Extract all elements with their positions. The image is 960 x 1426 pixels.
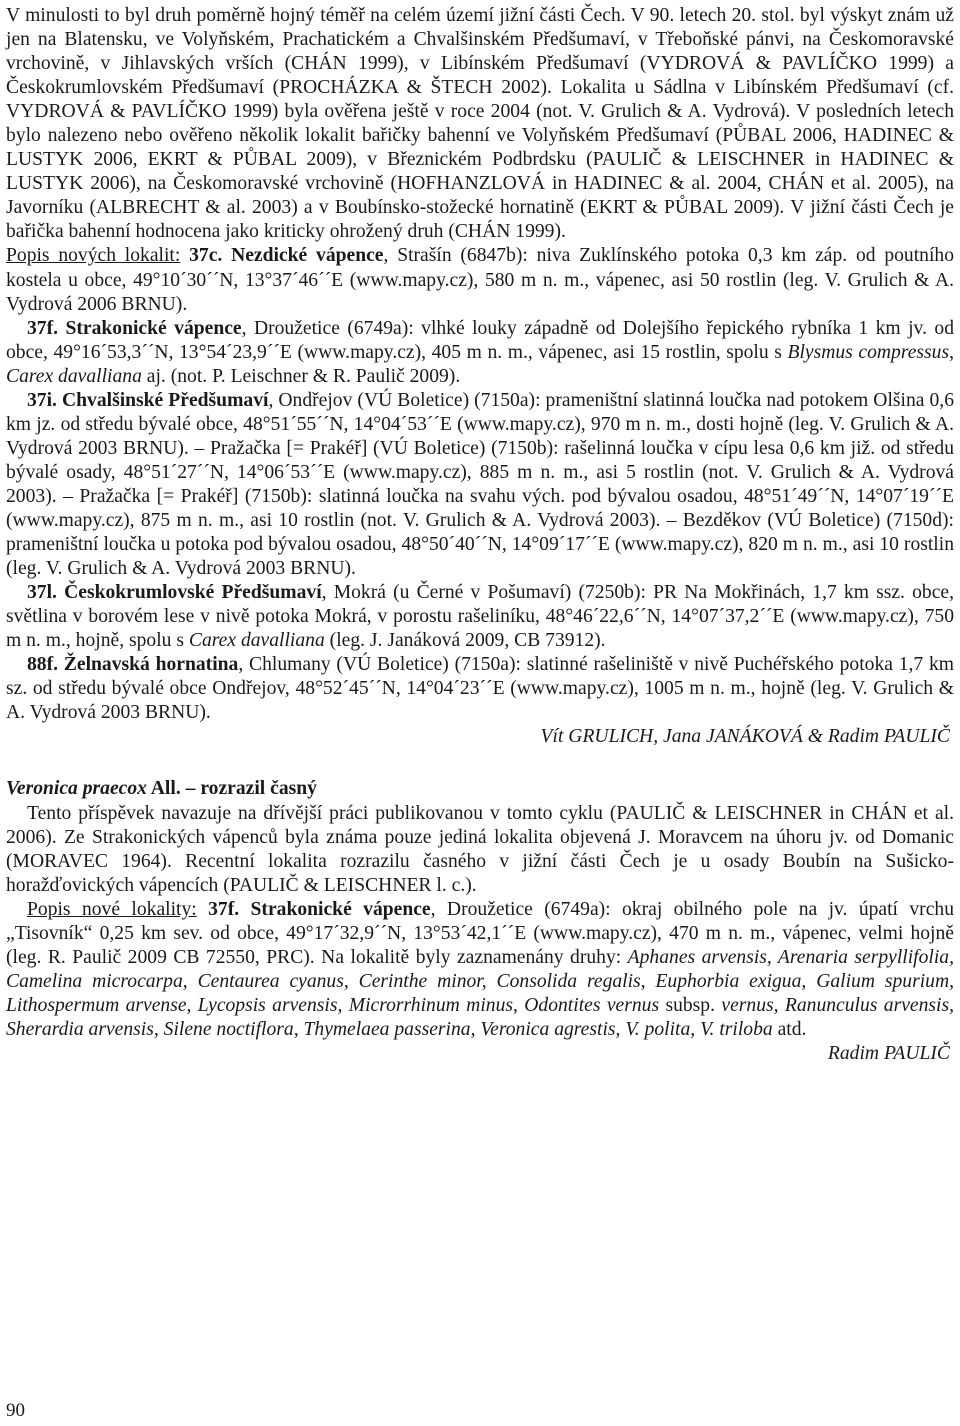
species-name: Blysmus compressus	[787, 341, 950, 363]
locality-code: 37f.	[208, 898, 240, 920]
species-title: Veronica praecox	[6, 778, 147, 800]
locality-text: , Strašín (6847b): niva Zuklínského potoka 0,3 km záp. od poutního kostela u obce, 49°10´30´´N, 13°37´46´´E (www.mapy.cz), 580 m n. m., vápenec, asi 50 rostlin (leg. V. Grulich & A. Vydrová 2006 BRNU).	[6, 245, 954, 315]
locality-code: 37f.	[27, 317, 59, 339]
locality-text: , Chlumany (VÚ Boletice) (7150a): slatinné rašeliniště v nivě Puchéřského potoka 1,7 km sz. od středu bývalé obce Ondřejov, 48°52´45´´N, 14°04´23´´E (www.mapy.cz), 1005 m n. m., hojně (leg. V. Grulich & A. Vydrová 2003 BRNU).	[6, 654, 955, 724]
new-locality-heading: Popis nové lokality:	[27, 898, 197, 920]
locality-region: Nezdické vápence	[231, 245, 384, 267]
new-localities-heading: Popis nových lokalit:	[6, 245, 181, 267]
locality-region: Chvalšinské Předšumaví	[61, 389, 269, 411]
locality-37f-paragraph	[6, 317, 954, 389]
locality-37c-paragraph	[6, 244, 954, 316]
authors-signature: Vít GRULICH, Jana JANÁKOVÁ & Radim PAULIČ	[540, 726, 950, 748]
locality-text: , Mokrá (u Černé v Pošumaví) (7250b): PR Na Mokřinách, 1,7 km ssz. obce, světlina v borovém lese v nivě potoka Mokrá, v porostu rašeliníku, 48°46´22,6´´N, 14°07´37,2´´E (www.mapy.cz), 750 m n. m., hojně, spolu s	[6, 582, 954, 652]
locality-region: Strakonické vápence	[65, 317, 242, 339]
list-end: atd.	[772, 1018, 807, 1040]
separator: ,	[949, 341, 955, 363]
locality-code: 88f.	[27, 654, 59, 676]
locality-code: 37c.	[189, 245, 223, 267]
locality-text: , Ondřejov (VÚ Boletice) (7150a): prameništní slatinná loučka nad potokem Olšina 0,6 km jz. od středu bývalé obce, 48°51´55´´N, 14°04´53´´E (www.mapy.cz), 970 m n. m., dosti hojně (leg. V. Grulich & A. Vydrová 2003 BRNU). – Pražačka [= Prakéř] (VÚ Boletice) (7150b): rašelinná loučka v cípu lesa 0,6 km již. od středu bývalé osady, 48°51´27´´N, 14°06´53´´E (www.mapy.cz), 885 m n. m., asi 5 rostlin (not. V. Grulich & A. Vydrová 2003). – Pražačka [= Prakéř] (7150b): slatinná loučka na svahu vých. pod bývalou osadou, 48°51´49´´N, 14°07´19´´E (www.mapy.cz), 875 m n. m., asi 10 rostlin (not. V. Grulich & A. Vydrová 2003). – Bezděkov (VÚ Boletice) (7150d): prameništní loučka u potoka pod bývalou osadou, 48°50´40´´N, 14°09´17´´E (www.mapy.cz), 820 m n. m., asi 10 rostlin (leg. V. Grulich & A. Vydrová 2003 BRNU).	[6, 389, 954, 580]
locality-code: 37i.	[27, 389, 57, 411]
subsp-name: vernus	[721, 994, 774, 1016]
locality-text: , Droužetice (6749a): okraj obilného pole na jv. úpatí vrchu „Tisovník“ 0,25 km sev. od obce, 49°17´32,9´´N, 13°53´42,1´´E (www.mapy.cz), 470 m n. m., vápenec, velmi hojně (leg. R. Paulič 2009 CB 72550, PRC). Na lokalitě byly zaznamenány druhy:	[6, 898, 954, 968]
subsp-abbrev: subsp.	[659, 994, 722, 1016]
veronica-locality-paragraph	[6, 898, 954, 1042]
species-list: Aphanes arvensis, Arenaria serpyllifolia, Camelina microcarpa, Centaurea cyanus, Cerinthe minor, Consolida regalis, Euphorbia exigua, Galium spurium, Lithospermum arvense, Lycopsis arvensis, Microrrhinum minus, Odontites vernus	[6, 946, 954, 1016]
locality-region: Želnavská hornatina	[63, 654, 239, 676]
page-number: 90	[6, 1400, 25, 1421]
locality-88f-paragraph	[6, 653, 954, 725]
locality-text: , Droužetice (6749a): vlhké louky západně od Dolejšího řepického rybníka 1 km jv. od obce, 49°16´53,3´´N, 13°54´23,9´´E (www.mapy.cz), 405 m n. m., vápenec, asi 15 rostlin, spolu s	[6, 317, 954, 363]
locality-37l-paragraph	[6, 581, 954, 653]
grulich-intro-paragraph: V minulosti to byl druh poměrně hojný téměř na celém území jižní části Čech. V 90. letech 20. stol. byl výskyt znám už jen na Blatensku, ve Volyňském, Prachatickém a Chvalšinském Předšumaví, v Třeboňské pánvi, na Českomoravské vrchovině, v Jihlavských vrších (CHÁN 1999), v Libínském Předšumaví (VYDROVÁ & PAVLÍČKO 1999) a Českokrumlovském Předšumaví (PROCHÁZKA & ŠTECH 2002). Lokalita u Sádlna v Libínském Předšumaví (cf. VYDROVÁ & PAVLÍČKO 1999) byla ověřena ještě v roce 2004 (not. V. Grulich & A. Vydrová). V posledních letech bylo nalezeno nebo ověřeno několik lokalit bařičky bahenní ve Volyňském Předšumaví (PŮBAL 2006, HADINEC & LUSTYK 2006, EKRT & PŮBAL 2009), v Březnickém Podbrdsku (PAULIČ & LEISCHNER in HADINEC & LUSTYK 2006), na Českomoravské vrchovině (HOFHANZLOVÁ in HADINEC & al. 2004, CHÁN et al. 2005), na Javorníku (ALBRECHT & al. 2003) a v Boubínsko-stožecké hornatině (EKRT & PŮBAL 2009). V jižní části Čech je bařička bahenní hodnocena jako kriticky ohrožený druh (CHÁN 1999).	[6, 5, 954, 243]
species-name: Carex davalliana	[188, 630, 325, 652]
locality-text: (leg. J. Janáková 2009, CB 73912).	[324, 630, 606, 652]
locality-region: Strakonické vápence	[250, 898, 431, 920]
locality-code: 37l.	[27, 582, 57, 604]
veronica-intro-paragraph: Tento příspěvek navazuje na dřívější práci publikovanou v tomto cyklu (PAULIČ & LEISCHNER in CHÁN et al. 2006). Ze Strakonických vápenců byla známa pouze jediná lokalita objevená J. Moravcem na úhoru jv. od Domanic (MORAVEC 1964). Recentní lokalita rozrazilu časného v jižní části Čech je u osady Boubín na Sušicko-horažďovických vápencích (PAULIČ & LEISCHNER l. c.).	[6, 802, 954, 896]
species-list: , Ranunculus arvensis, Sherardia arvensis, Silene noctiflora, Thymelaea passerina, Veronica agrestis, V. polita, V. triloba	[6, 994, 954, 1040]
species-author-and-name: All. – rozrazil časný	[146, 778, 317, 800]
locality-region: Českokrumlovské Předšumaví	[64, 582, 322, 604]
locality-37i-paragraph	[6, 389, 954, 581]
species-name: Carex davalliana	[6, 365, 142, 387]
veronica-heading	[6, 777, 954, 801]
author-signature: Radim PAULIČ	[827, 1042, 950, 1064]
locality-text: aj. (not. P. Leischner & R. Paulič 2009).	[141, 365, 461, 387]
